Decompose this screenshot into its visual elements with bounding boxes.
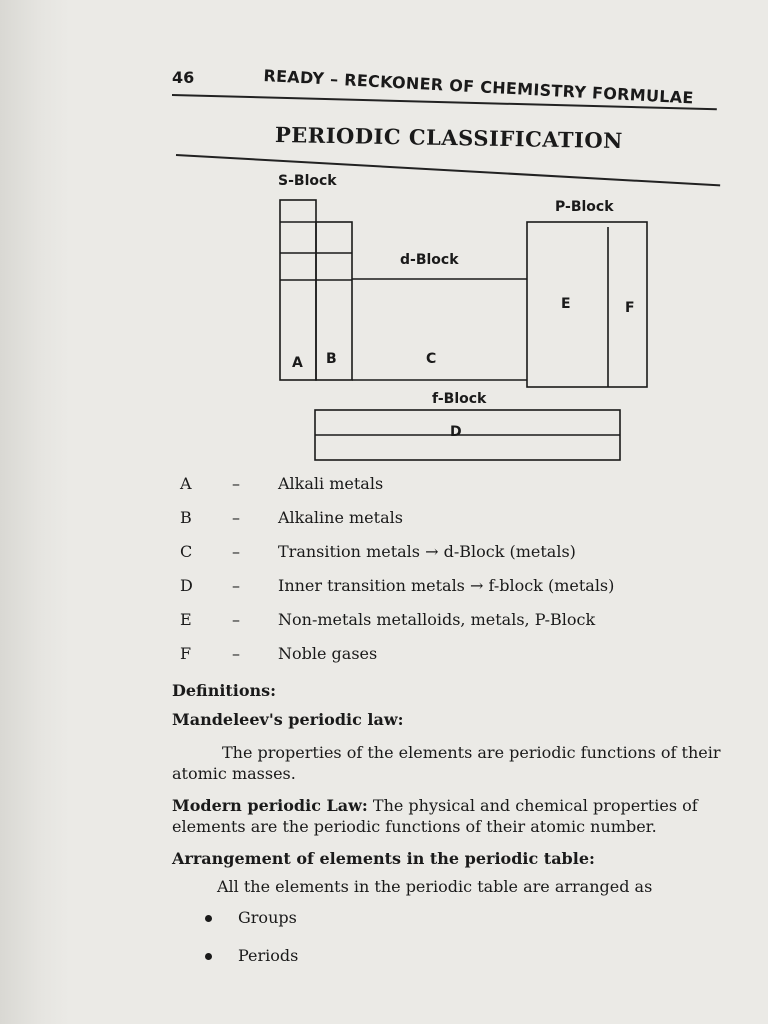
page-edge-shadow bbox=[0, 0, 70, 1024]
cell-a-label: A bbox=[292, 355, 303, 371]
legend-row bbox=[180, 474, 700, 508]
legend-row bbox=[180, 576, 700, 610]
legend-letter: A bbox=[180, 474, 192, 493]
bullet-icon bbox=[205, 953, 212, 960]
legend-dash: – bbox=[232, 644, 240, 663]
s-block-column-a bbox=[280, 200, 316, 380]
d-block-label: d-Block bbox=[400, 252, 459, 268]
legend-letter: D bbox=[180, 576, 193, 595]
cell-c-label: C bbox=[426, 351, 437, 367]
legend-description: Alkali metals bbox=[278, 474, 384, 493]
legend-dash: – bbox=[232, 508, 240, 527]
bullet-item bbox=[205, 946, 298, 965]
legend-dash: – bbox=[232, 542, 240, 561]
running-header bbox=[172, 62, 732, 108]
book-title: READY – RECKONER OF CHEMISTRY FORMULAE bbox=[263, 66, 695, 108]
modern-law-paragraph bbox=[172, 795, 722, 837]
periodic-table-diagram bbox=[170, 165, 670, 465]
mendeleev-heading: Mandeleev's periodic law: bbox=[172, 710, 404, 729]
cell-d-label: D bbox=[450, 424, 462, 440]
bullet-icon bbox=[205, 915, 212, 922]
cell-f-label: F bbox=[625, 300, 635, 316]
cell-b-label: B bbox=[326, 351, 337, 367]
arrangement-heading: Arrangement of elements in the periodic table: bbox=[172, 849, 595, 868]
s-block-label: S-Block bbox=[278, 173, 337, 189]
arrangement-text: All the elements in the periodic table are arranged as bbox=[217, 877, 653, 896]
legend-description: Non-metals metalloids, metals, P-Block bbox=[278, 610, 596, 629]
legend-letter: E bbox=[180, 610, 192, 629]
modern-law-text: The physical and chemical properties of elements are the periodic functions of their atomic number. bbox=[172, 796, 698, 836]
legend-letter: C bbox=[180, 542, 193, 561]
legend-description: Noble gases bbox=[278, 644, 378, 663]
cell-e-label: E bbox=[561, 296, 571, 312]
legend-dash: – bbox=[232, 576, 240, 595]
modern-law-heading: Modern periodic Law: bbox=[172, 796, 368, 815]
p-block-label: P-Block bbox=[555, 199, 614, 215]
chapter-title: PERIODIC CLASSIFICATION bbox=[274, 122, 624, 154]
block-legend bbox=[180, 474, 700, 678]
legend-dash: – bbox=[232, 610, 240, 629]
definitions-heading: Definitions: bbox=[172, 681, 277, 700]
legend-description: Inner transition metals → f-block (metals) bbox=[278, 576, 615, 595]
mendeleev-text: The properties of the elements are periodic functions of their atomic masses. bbox=[172, 743, 721, 783]
bullet-item bbox=[205, 908, 297, 927]
legend-letter: B bbox=[180, 508, 192, 527]
legend-letter: F bbox=[180, 644, 192, 663]
legend-row bbox=[180, 508, 700, 542]
legend-dash: – bbox=[232, 474, 240, 493]
f-block-label: f-Block bbox=[432, 391, 487, 407]
legend-row bbox=[180, 644, 700, 678]
page-number: 46 bbox=[172, 68, 195, 87]
legend-row bbox=[180, 610, 700, 644]
bullet-label: Groups bbox=[238, 908, 297, 927]
legend-row bbox=[180, 542, 700, 576]
legend-description: Alkaline metals bbox=[278, 508, 403, 527]
bullet-label: Periods bbox=[238, 946, 299, 965]
legend-description: Transition metals → d-Block (metals) bbox=[278, 542, 576, 561]
